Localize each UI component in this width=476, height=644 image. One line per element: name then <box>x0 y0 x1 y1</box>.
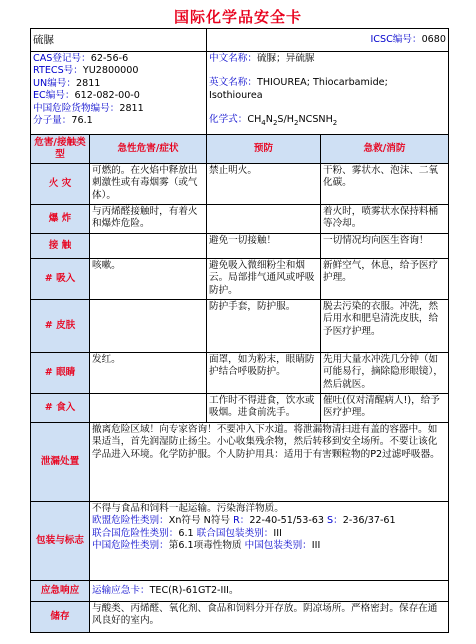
cn-class-value: 第6.1项毒性物质 <box>168 540 245 552</box>
en-name-label: 英文名称： <box>209 77 257 89</box>
card-value: TEC(R)-61GT2-III。 <box>149 584 239 596</box>
formula-value <box>247 114 338 128</box>
eu-label: 欧盟危险性类别： <box>92 515 169 527</box>
storage-text: 与酸类、丙烯醛、氧化剂、食品和饲料分开存放。阴凉场所。严格密封。保存在通风良好的室内。 <box>90 602 449 633</box>
row-hazard: 发红。 <box>90 353 207 394</box>
row-type: # 皮肤 <box>31 300 90 353</box>
row-first-aid: 干粉、雾状水、泡沫、二氧化碳。 <box>321 164 449 205</box>
row-explosion <box>31 205 449 234</box>
row-hazard <box>90 300 207 353</box>
column-header-row <box>31 135 449 164</box>
row-packaging <box>31 502 449 581</box>
s-value: 2-36/37-61 <box>342 515 396 527</box>
formula-part: NCSNH <box>298 114 333 126</box>
row-prevention: 防护手套，防护服。 <box>207 300 321 353</box>
row-type: # 眼睛 <box>31 353 90 394</box>
chemical-name-text: 硫脲 <box>33 33 54 46</box>
emergency-cell <box>90 581 449 602</box>
ec-label: EC编号： <box>33 90 75 102</box>
un-pack-value: III <box>273 527 282 539</box>
row-prevention: 避免吸入微细粉尘和烟云。局部排气通风或呼吸防护。 <box>207 259 321 300</box>
un-label: UN编号： <box>33 77 76 89</box>
rtecs-value: YU2800000 <box>82 65 139 77</box>
row-first-aid: 催吐(仅对清醒病人!)，给予医疗护理。 <box>321 394 449 423</box>
row-type: # 食入 <box>31 394 90 423</box>
identifiers-cell <box>31 52 207 135</box>
row-type: 接 触 <box>31 234 90 259</box>
icsc-label: ICSC编号： <box>370 33 422 45</box>
r-label: R： <box>233 515 250 527</box>
r-value: 22-40-51/53-63 <box>249 515 328 527</box>
row-storage <box>31 602 449 633</box>
spill-text: 撤离危险区域！向专家咨询！不要冲入下水道。将泄漏物清扫进有盖的容器中。如果适当，首先润湿防止扬尘。小心收集残余物，然后转移到安全场所。不要让该化学品进入环境。化学防护服。个人防护用具：适用于有害颗粒物的P2过滤呼吸器。 <box>90 423 449 502</box>
un-class-value: 6.1 <box>178 527 197 539</box>
spill-label: 泄漏处置 <box>31 423 90 502</box>
formula-line <box>209 114 446 129</box>
cn-name-line <box>209 53 446 65</box>
col-type: 危害/接触类型 <box>31 135 90 164</box>
cas-label: CAS登记号： <box>33 53 91 64</box>
ec-line <box>33 90 204 102</box>
packaging-label: 包装与标志 <box>31 502 90 581</box>
cas-line <box>33 53 204 65</box>
row-hazard: 可燃的。在火焰中释放出刺激性或有毒烟雾（或气体）。 <box>90 164 207 205</box>
formula-part: CH <box>247 114 262 126</box>
row-type: # 吸入 <box>31 259 90 300</box>
row-skin <box>31 300 449 353</box>
row-hazard <box>90 394 207 423</box>
row-first-aid: 先用大量水冲洗几分钟（如可能易行，摘除隐形眼镜），然后就医。 <box>321 353 449 394</box>
row-hazard <box>90 234 207 259</box>
cn-name-value: 硫脲；异硫脲 <box>256 53 315 64</box>
page-title: 国际化学品安全卡 <box>173 8 302 26</box>
row-prevention: 避免一切接触！ <box>207 234 321 259</box>
row-spill <box>31 423 449 502</box>
formula-sub: 2 <box>332 119 338 128</box>
cn-pack-value: III <box>311 540 321 552</box>
row-prevention: 禁止明火。 <box>207 164 321 205</box>
cn-value: 2811 <box>119 102 144 114</box>
formula-sub: 2 <box>293 119 299 128</box>
formula-label: 化学式： <box>209 114 248 126</box>
card-label: 运输应急卡： <box>92 584 150 596</box>
row-fire <box>31 164 449 205</box>
names-cell <box>207 52 449 135</box>
chemical-name <box>31 29 207 52</box>
row-hazard: 与丙烯醛接触时，有着火和爆炸危险。 <box>90 205 207 234</box>
icsc-value: 0680 <box>421 33 446 45</box>
header-row <box>31 29 449 52</box>
packaging-cell <box>90 502 449 581</box>
emergency-label: 应急响应 <box>31 581 90 602</box>
col-prevention: 预防 <box>207 135 321 164</box>
un-pack-label: 联合国包装类别： <box>196 527 274 539</box>
row-first-aid: 新鲜空气，休息，给予医疗护理。 <box>321 259 449 300</box>
mw-line <box>33 115 204 127</box>
row-eyes <box>31 353 449 394</box>
row-prevention: 面罩，如为粉末，眼睛防护结合呼吸防护。 <box>207 353 321 394</box>
packaging-un-line <box>92 528 446 540</box>
row-prevention: 工作时不得进食，饮水或吸烟。进食前洗手。 <box>207 394 321 423</box>
cn-pack-label: 中国包装类别： <box>244 540 312 552</box>
row-first-aid: 一切情况均向医生咨询！ <box>321 234 449 259</box>
row-type: 爆 炸 <box>31 205 90 234</box>
icsc-number <box>207 29 449 52</box>
safety-card-table <box>30 28 449 633</box>
en-name-value-1: THIOUREA; Thiocarbamide; <box>256 77 388 89</box>
formula-sub: 2 <box>272 119 278 128</box>
packaging-eu-line <box>92 515 446 527</box>
col-first-aid: 急救/消防 <box>321 135 449 164</box>
packaging-line-1: 不得与食品和饲料一起运输。污染海洋物质。 <box>92 503 284 514</box>
un-class-label: 联合国危险性类别： <box>92 527 179 539</box>
formula-sub: 4 <box>261 119 266 128</box>
row-emergency <box>31 581 449 602</box>
un-line <box>33 78 204 90</box>
row-type: 火 灾 <box>31 164 90 205</box>
cn-label: 中国危险货物编号： <box>33 102 120 114</box>
mw-label: 分子量： <box>33 115 72 127</box>
packaging-cn-line <box>92 540 446 552</box>
row-ingestion <box>31 394 449 423</box>
row-contact <box>31 234 449 259</box>
rtecs-label: RTECS号： <box>33 65 83 77</box>
un-value: 2811 <box>75 77 101 89</box>
cn-class-label: 中国危险性类别： <box>92 540 169 552</box>
col-hazard: 急性危害/症状 <box>90 135 207 164</box>
mw-value: 76.1 <box>71 115 93 127</box>
cn-name-label: 中文名称： <box>209 53 257 64</box>
eu-value: Xn符号 N符号 <box>168 515 234 527</box>
row-hazard: 咳嗽。 <box>90 259 207 300</box>
ec-value: 612-082-00-0 <box>74 90 140 102</box>
row-first-aid: 脱去污染的衣服。冲洗，然后用水和肥皂清洗皮肤，给予医疗护理。 <box>321 300 449 353</box>
cn-line <box>33 103 204 115</box>
row-inhalation <box>31 259 449 300</box>
formula-part: S/H <box>277 114 294 126</box>
row-prevention <box>207 205 321 234</box>
storage-label: 储存 <box>31 602 90 633</box>
en-name-line-2: Isothiourea <box>209 89 263 101</box>
row-first-aid: 着火时，喷雾状水保持料桶等冷却。 <box>321 205 449 234</box>
identifier-row <box>31 52 449 135</box>
cas-value: 62-56-6 <box>90 53 129 64</box>
formula-part: N <box>265 114 273 126</box>
s-label: S： <box>327 515 343 527</box>
rtecs-line <box>33 65 204 77</box>
en-name-line <box>209 77 446 89</box>
